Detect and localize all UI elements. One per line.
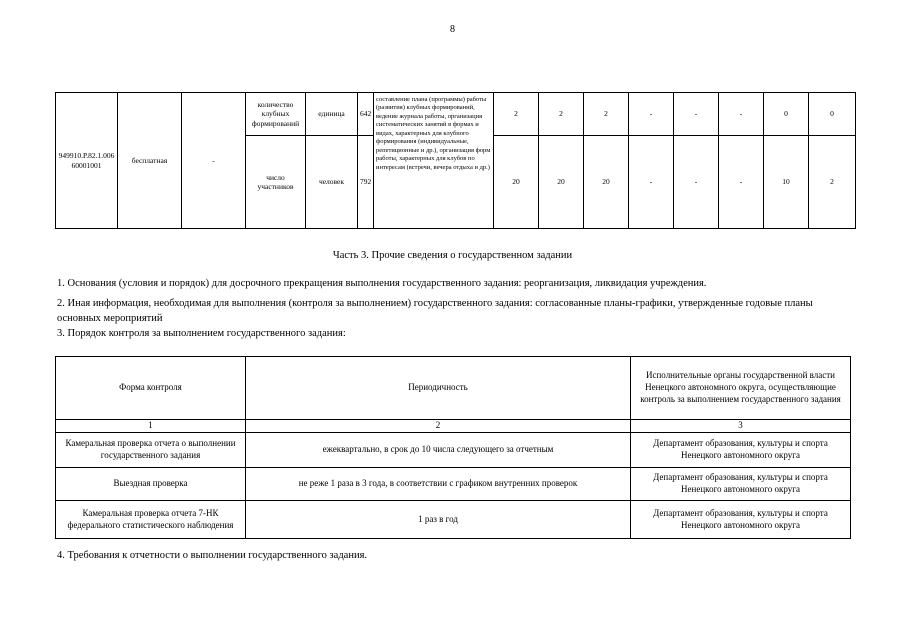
value-cell: 0 [764, 93, 809, 136]
periodicity-cell: ежеквартально, в срок до 10 числа следующего за отчетным [246, 433, 631, 468]
okei-code: 792 [358, 136, 374, 229]
table-number-row [56, 419, 851, 432]
table-row [56, 433, 851, 468]
executive-body-cell: Департамент образования, культуры и спорта Ненецкого автономного округа [631, 501, 851, 539]
table-row [56, 93, 856, 136]
indicator-name: число участников [246, 136, 306, 229]
periodicity-cell: 1 раз в год [246, 501, 631, 539]
header-periodicity: Периодичность [246, 357, 631, 420]
value-cell: - [674, 93, 719, 136]
value-cell: - [629, 93, 674, 136]
column-number: 2 [246, 419, 631, 432]
table-header-row [56, 357, 851, 420]
indicator-name: количество клубных формирований [246, 93, 306, 136]
header-executive-bodies: Исполнительные органы государственной власти Ненецкого автономного округа, осуществляющие контроль за выполнением государственного задания [631, 357, 851, 420]
value-cell: 20 [539, 136, 584, 229]
value-cell: 0 [809, 93, 856, 136]
table-row [56, 501, 851, 539]
okei-code: 642 [358, 93, 374, 136]
value-cell: - [674, 136, 719, 229]
unit-name: единица [306, 93, 358, 136]
column-number: 1 [56, 419, 246, 432]
work-description: составление плана (программы) работы (развития) клубных формирований, ведение журнала работы, организация систематических занятий в формах и видах, характерных для клубного формирования (индивидуальные, репетиционные и др.), организация форм работы, характерных для клубов по интересам (встречи, вечера отдыха и др.) [374, 93, 494, 229]
paragraph-reporting-requirements: 4. Требования к отчетности о выполнении государственного задания. [57, 550, 368, 561]
executive-body-cell: Департамент образования, культуры и спорта Ненецкого автономного округа [631, 467, 851, 501]
table-row [56, 467, 851, 501]
control-form-cell: Камеральная проверка отчета о выполнении государственного задания [56, 433, 246, 468]
service-type-cell: бесплатная [118, 93, 182, 229]
periodicity-cell: не реже 1 раза в 3 года, в соответствии с графиком внутренних проверок [246, 467, 631, 501]
value-cell: 2 [809, 136, 856, 229]
part3-heading: Часть 3. Прочие сведения о государственном задании [332, 250, 573, 261]
column-number: 3 [631, 419, 851, 432]
unit-name: человек [306, 136, 358, 229]
value-cell: - [629, 136, 674, 229]
control-form-cell: Камеральная проверка отчета 7-НК федерального статистического наблюдения [56, 501, 246, 539]
paragraph-control-procedure: 3. Порядок контроля за выполнением государственного задания: [57, 328, 346, 339]
value-cell: 2 [539, 93, 584, 136]
value-cell: - [719, 136, 764, 229]
executive-body-cell: Департамент образования, культуры и спорта Ненецкого автономного округа [631, 433, 851, 468]
service-indicators-table [55, 92, 856, 229]
control-table [55, 356, 851, 539]
header-control-form: Форма контроля [56, 357, 246, 420]
value-cell: 20 [584, 136, 629, 229]
control-form-cell: Выездная проверка [56, 467, 246, 501]
value-cell: 2 [584, 93, 629, 136]
value-cell: 20 [494, 136, 539, 229]
value-cell: - [719, 93, 764, 136]
paragraph-other-information: 2. Иная информация, необходимая для выполнения (контроля за выполнением) государственного задания: согласованные планы-графики, утвержденные годовые планы основных мероприятий [57, 298, 813, 325]
value-cell: 10 [764, 136, 809, 229]
value-cell: 2 [494, 93, 539, 136]
paragraph-termination-grounds: 1. Основания (условия и порядок) для досрочного прекращения выполнения государственного задания: реорганизация, ликвидация учреждения. [57, 278, 707, 289]
registry-code: 949910.Р.82.1.006 60001001 [56, 93, 118, 229]
page-number: 8 [450, 24, 455, 35]
empty-cell: - [182, 93, 246, 229]
